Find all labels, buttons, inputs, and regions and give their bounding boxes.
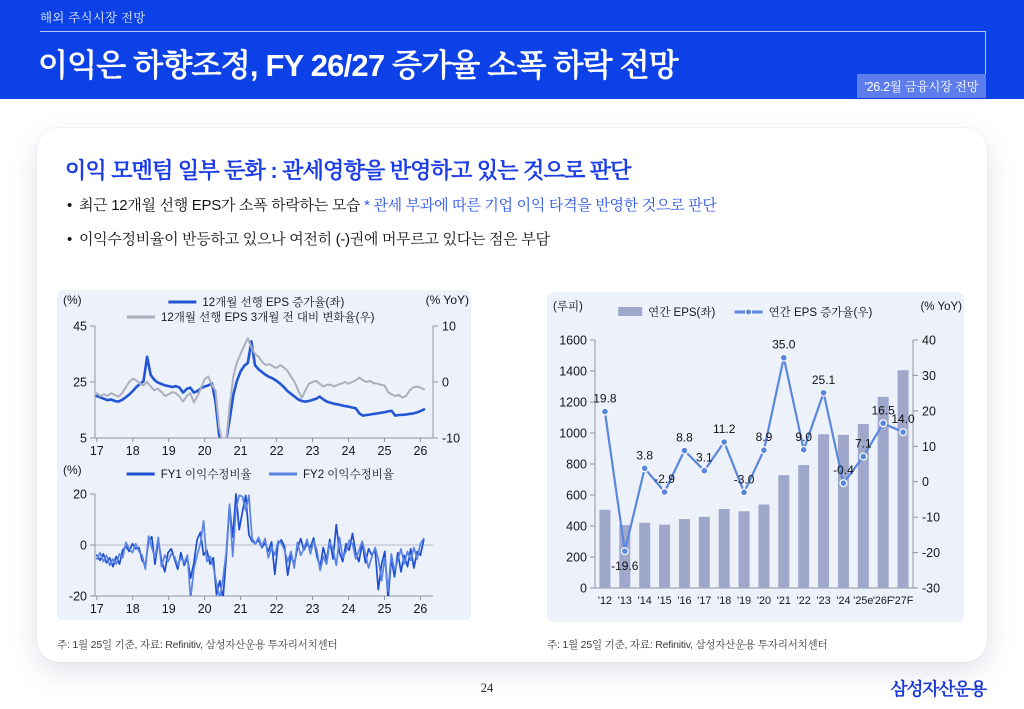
svg-text:-19.6: -19.6 (611, 559, 639, 574)
svg-text:(루피): (루피) (553, 301, 583, 313)
svg-text:8.9: 8.9 (755, 430, 773, 445)
company-logo: 삼성자산운용 (890, 679, 986, 699)
svg-text:'13: '13 (617, 595, 632, 607)
svg-text:0: 0 (442, 375, 449, 390)
svg-text:'21: '21 (776, 595, 791, 607)
svg-text:24: 24 (341, 602, 356, 616)
svg-text:'22: '22 (796, 595, 811, 607)
svg-text:25.1: 25.1 (811, 372, 836, 387)
svg-text:25: 25 (377, 602, 392, 616)
svg-text:35.0: 35.0 (772, 337, 796, 352)
svg-text:5: 5 (80, 431, 87, 446)
svg-text:'20: '20 (756, 595, 771, 607)
svg-text:19: 19 (161, 444, 176, 458)
svg-text:26: 26 (413, 444, 428, 458)
svg-text:연간 EPS(좌): 연간 EPS(좌) (648, 307, 716, 319)
svg-text:23: 23 (305, 602, 320, 616)
breadcrumb: 해외 주식시장 전망 (40, 11, 146, 25)
bullet-item (67, 194, 717, 215)
svg-text:10: 10 (442, 319, 456, 334)
svg-text:25: 25 (377, 444, 392, 458)
page-number: 24 (480, 681, 494, 695)
svg-text:-0.4: -0.4 (833, 463, 854, 478)
svg-text:-10: -10 (922, 510, 941, 525)
svg-text:14.0: 14.0 (891, 412, 915, 427)
svg-text:(%): (%) (63, 293, 82, 307)
svg-text:'24: '24 (836, 595, 851, 607)
svg-text:'19: '19 (737, 595, 752, 607)
svg-text:400: 400 (566, 519, 587, 534)
svg-text:800: 800 (566, 457, 587, 472)
svg-text:20: 20 (197, 444, 212, 458)
svg-text:19.8: 19.8 (593, 391, 617, 406)
header-banner (0, 0, 1024, 99)
svg-text:20: 20 (922, 404, 936, 419)
svg-text:26: 26 (413, 602, 428, 616)
svg-text:0: 0 (922, 475, 929, 490)
source-note-left: 주: 1월 25일 기준, 자료: Refinitiv, 삼성자산운용 투자리서치센터 (57, 639, 338, 651)
svg-text:-10: -10 (442, 431, 461, 446)
svg-text:8.8: 8.8 (676, 430, 693, 445)
svg-text:12개월 선행 EPS 3개월 전 대비 변화율(우): 12개월 선행 EPS 3개월 전 대비 변화율(우) (160, 312, 375, 324)
svg-text:'16: '16 (677, 595, 692, 607)
header-rule (40, 31, 986, 32)
svg-text:(%): (%) (63, 463, 82, 477)
svg-text:23: 23 (305, 444, 320, 458)
svg-text:-20: -20 (68, 589, 87, 604)
svg-text:'12: '12 (597, 595, 612, 607)
svg-text:17: 17 (89, 444, 104, 458)
svg-text:12개월 선행 EPS 증가율(좌): 12개월 선행 EPS 증가율(좌) (202, 297, 345, 309)
svg-text:30: 30 (922, 368, 936, 383)
svg-text:9.0: 9.0 (795, 429, 813, 444)
annual-eps-chart (547, 292, 964, 622)
svg-text:'15: '15 (657, 595, 672, 607)
svg-text:40: 40 (922, 333, 936, 348)
svg-text:(% YoY): (% YoY) (920, 301, 962, 313)
svg-text:'18: '18 (717, 595, 732, 607)
bullet-highlight: * 관세 부과에 따른 기업 이익 타격을 반영한 것으로 판단 (364, 197, 717, 214)
svg-text:-30: -30 (922, 581, 941, 596)
edition-badge: '26.2월 금융시장 전망 (857, 74, 986, 98)
svg-text:(% YoY): (% YoY) (425, 293, 469, 307)
svg-text:'14: '14 (637, 595, 652, 607)
svg-text:3.8: 3.8 (636, 448, 654, 463)
chart-panel-left (57, 290, 471, 620)
svg-text:0: 0 (580, 581, 587, 596)
section-heading: 이익 모멘텀 일부 둔화 : 관세영향을 반영하고 있는 것으로 판단 (65, 158, 631, 183)
svg-text:18: 18 (125, 602, 140, 616)
svg-text:-20: -20 (922, 546, 941, 561)
bullet-text: 최근 12개월 선행 EPS가 소폭 하락하는 모습 (78, 197, 365, 214)
svg-text:'17: '17 (697, 595, 712, 607)
svg-text:'25e: '25e (853, 595, 874, 607)
svg-text:연간 EPS 증가율(우): 연간 EPS 증가율(우) (768, 307, 873, 319)
svg-text:'23: '23 (816, 595, 831, 607)
svg-text:11.2: 11.2 (712, 422, 736, 437)
svg-text:3.1: 3.1 (695, 450, 713, 465)
svg-text:1200: 1200 (559, 395, 587, 410)
svg-text:17: 17 (89, 602, 104, 616)
svg-text:25: 25 (73, 375, 87, 390)
revision-ratio-chart (57, 460, 471, 620)
page-title: 이익은 하향조정, FY 26/27 증가율 소폭 하락 전망 (38, 48, 678, 83)
svg-text:10: 10 (922, 439, 936, 454)
svg-text:FY2 이익수정비율: FY2 이익수정비율 (303, 469, 394, 481)
svg-text:-3.0: -3.0 (733, 472, 755, 487)
svg-text:22: 22 (269, 602, 284, 616)
header-rule-vertical (985, 31, 986, 75)
svg-text:22: 22 (269, 444, 284, 458)
svg-text:7.1: 7.1 (854, 436, 872, 451)
bullet-text: 이익수정비율이 반등하고 있으나 여전히 (-)권에 머무르고 있다는 점은 부담 (78, 231, 550, 248)
svg-text:21: 21 (233, 444, 248, 458)
svg-text:24: 24 (341, 444, 356, 458)
svg-text:1000: 1000 (559, 426, 587, 441)
svg-text:FY1 이익수정비율: FY1 이익수정비율 (160, 469, 252, 481)
chart-panel-right (547, 292, 964, 622)
source-note-right: 주: 1월 25일 기준, 자료: Refinitiv, 삼성자산운용 투자리서치센터 (547, 639, 828, 651)
svg-text:20: 20 (73, 487, 87, 502)
bullet-item (67, 228, 717, 249)
svg-text:600: 600 (566, 488, 587, 503)
svg-text:20: 20 (197, 602, 212, 616)
svg-text:18: 18 (125, 444, 140, 458)
svg-text:-2.9: -2.9 (654, 471, 675, 486)
svg-text:200: 200 (566, 550, 587, 565)
svg-text:'27F: '27F (892, 595, 914, 607)
svg-text:1600: 1600 (559, 333, 587, 348)
svg-text:'26F: '26F (872, 595, 894, 607)
content-card (37, 128, 987, 662)
svg-text:19: 19 (161, 602, 176, 616)
svg-text:1400: 1400 (559, 364, 587, 379)
svg-text:0: 0 (80, 538, 87, 553)
svg-text:21: 21 (233, 602, 248, 616)
bullet-list (67, 194, 717, 262)
forward-eps-chart (57, 290, 471, 460)
svg-text:16.5: 16.5 (871, 403, 895, 418)
svg-text:45: 45 (73, 319, 87, 334)
